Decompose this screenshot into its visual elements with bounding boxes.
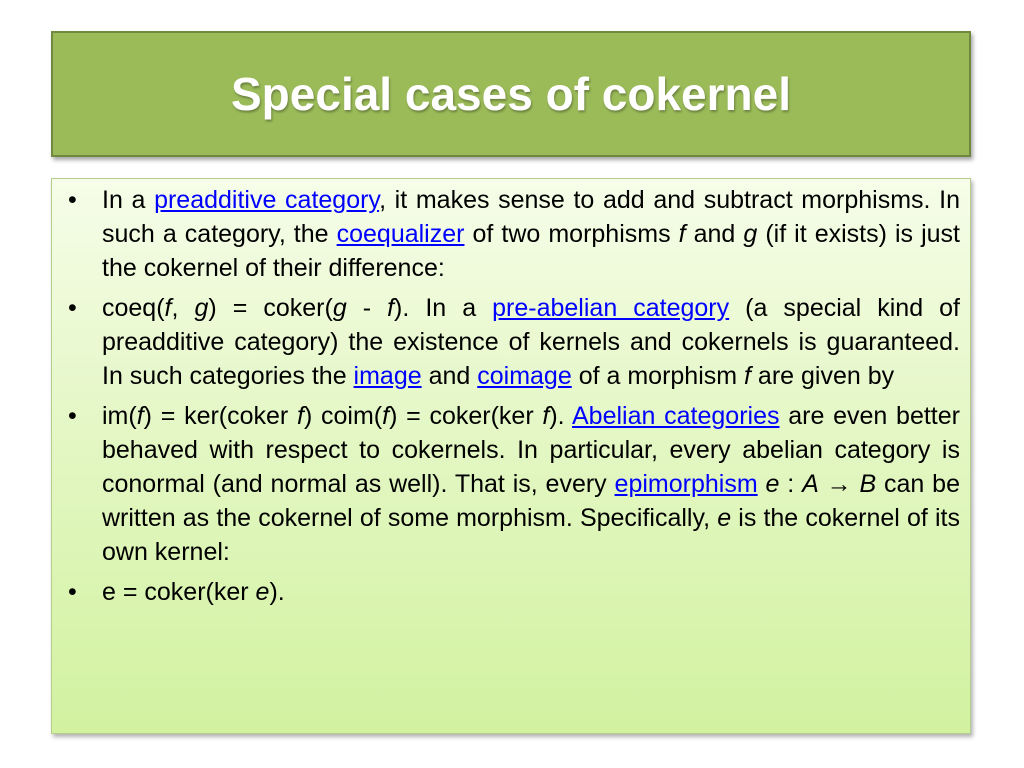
italic-symbol: f [164, 294, 172, 322]
bullet-item [62, 183, 960, 285]
slide-title: Special cases of cokernel [231, 68, 791, 120]
link-image[interactable]: image [353, 362, 422, 390]
text-segment: e = coker(ker [102, 578, 256, 606]
text-segment: coeq( [102, 294, 165, 322]
text-segment: ). [549, 402, 572, 430]
content-box [51, 178, 971, 734]
text-segment: ) = coker(ker [389, 402, 543, 430]
italic-symbol: f [542, 402, 550, 430]
link-coequalizer[interactable]: coequalizer [336, 220, 465, 248]
bullet-item [62, 575, 960, 609]
text-segment: → [818, 470, 860, 498]
link-coimage[interactable]: coimage [477, 362, 572, 390]
italic-symbol: f [136, 402, 144, 430]
text-segment: (if it exists) is just the cokernel of their difference: [102, 220, 960, 282]
italic-symbol: e [765, 470, 780, 498]
bullet-icon: • [68, 402, 77, 430]
italic-symbol: f [678, 220, 686, 248]
text-segment: are given by [750, 362, 895, 390]
italic-symbol: B [859, 470, 877, 498]
text-segment: im( [102, 402, 137, 430]
text-segment: ). In a [394, 294, 493, 322]
text-segment: (a special kind of preadditive category) the existence of kernels and cokernels is guaranteed. In such categories the [102, 294, 960, 390]
text-segment: can be written as the cokernel of some morphism. Specifically, [102, 470, 960, 532]
italic-symbol: e [255, 578, 270, 606]
text-segment: of two morphisms [464, 220, 679, 248]
text-segment: ). [269, 578, 285, 606]
text-segment: ) = ker(coker [143, 402, 297, 430]
text-segment: ) = coker( [208, 294, 333, 322]
link-epimorphism[interactable]: epimorphism [614, 470, 758, 498]
italic-symbol: A [802, 470, 819, 498]
text-segment: : [779, 470, 803, 498]
italic-symbol: g [743, 220, 758, 248]
text-segment: , it makes sense to add and subtract morphisms. In such a category, the [102, 186, 961, 248]
italic-symbol: f [297, 402, 304, 430]
italic-symbol: g [194, 294, 209, 322]
italic-symbol: e [717, 504, 732, 532]
text-segment: is the cokernel of its own kernel: [102, 504, 960, 566]
italic-symbol: g [332, 294, 347, 322]
link-abelian-categories[interactable]: Abelian categories [572, 402, 780, 430]
bullet-item [62, 399, 960, 569]
text-segment [758, 470, 766, 498]
text-segment: ) coim( [303, 402, 383, 430]
italic-symbol: f [387, 294, 395, 322]
text-segment: In a [102, 186, 155, 214]
bullet-list [62, 183, 960, 609]
bullet-icon: • [68, 578, 77, 606]
text-segment: and [685, 220, 744, 248]
link-pre-abelian-category[interactable]: pre-abelian category [492, 294, 730, 322]
text-segment: of a morphism [571, 362, 745, 390]
bullet-icon: • [68, 186, 77, 214]
text-segment: - [346, 294, 388, 322]
bullet-item [62, 291, 960, 393]
link-preadditive-category[interactable]: preadditive category [154, 186, 380, 214]
title-box [51, 31, 971, 157]
text-segment: are even better behaved with respect to cokernels. In particular, every abelian category is conormal (and normal as well). That is, every [102, 402, 960, 498]
text-segment: and [421, 362, 478, 390]
text-segment: , [171, 294, 195, 322]
italic-symbol: f [744, 362, 751, 390]
bullet-icon: • [68, 294, 77, 322]
italic-symbol: f [382, 402, 390, 430]
